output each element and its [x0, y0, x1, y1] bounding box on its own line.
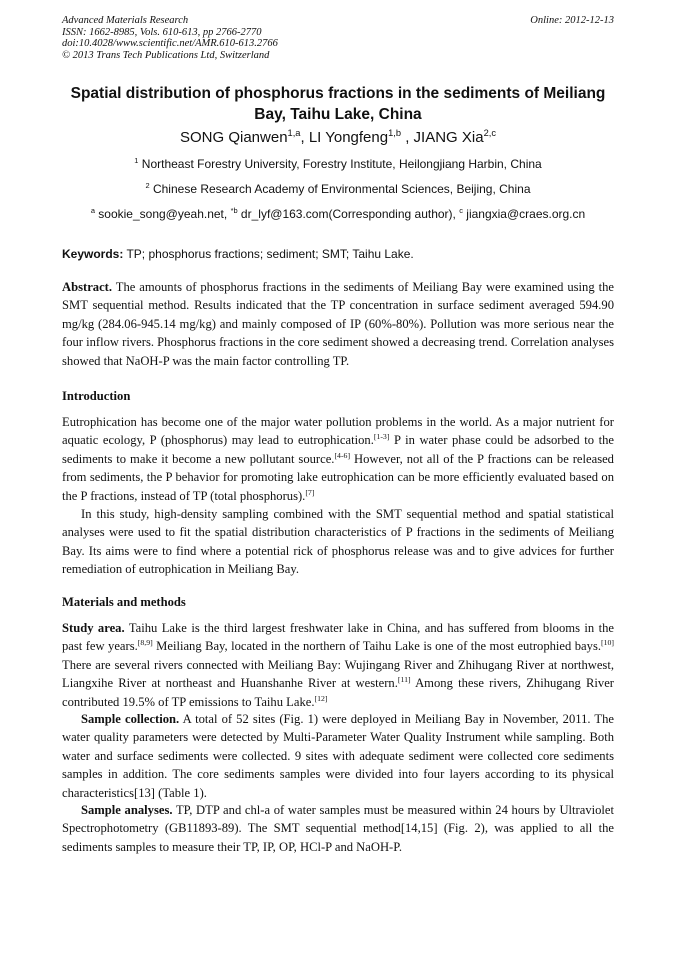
title-line-1: Spatial distribution of phosphorus fractions in the sediments of Meiliang: [70, 85, 606, 102]
citation: [1-3]: [373, 432, 390, 442]
paragraph-text: Eutrophication has become one of the major water pollution problems in the world. As a major nutrient for aquatic ecology, P (phosphorus) may lead to eutrophication.: [62, 415, 614, 448]
run-in-heading: Study area.: [62, 621, 125, 635]
author-name: SONG Qianwen: [180, 129, 288, 146]
author-superscript: 1,a: [287, 128, 301, 138]
introduction-paragraph-1: [62, 413, 614, 505]
affiliation-1: [62, 157, 614, 171]
affiliation-marker: 2: [145, 181, 150, 190]
email-text: sookie_song@yeah.net,: [94, 207, 231, 221]
abstract-text: The amounts of phosphorus fractions in the sediments of Meiliang Bay were examined using the SMT sequential method. Results indicated that the TP concentration in surface sediment averaged 594.90 mg/kg (284.06-945.14 mg/kg) and mainly composed of IP (60%-80%). Pollution was more serious near the four inflow rivers. Phosphorus fractions in the core sediment showed a decreasing trend. Correlation analyses showed that NaOH-P was the main factor controlling TP.: [62, 280, 614, 368]
keywords-text: TP; phosphorus fractions; sediment; SMT; Taihu Lake.: [123, 247, 414, 261]
citation: [10]: [601, 638, 614, 648]
journal-name: Advanced Materials Research: [62, 15, 189, 26]
paragraph-text: P in water phase could be adsorbed to the sediments to make it become a new pollutant source.: [62, 433, 614, 466]
author-separator: ,: [401, 129, 414, 146]
paragraph-text: Taihu Lake is the third largest freshwater lake in China, and has suffered from blooms in the past few years.: [62, 621, 614, 654]
title-line-2: Bay, Taihu Lake, China: [254, 106, 422, 123]
paper-title: [62, 83, 614, 125]
author-superscript: 1,b: [388, 128, 402, 138]
citation: [11]: [397, 675, 411, 685]
introduction-heading: Introduction: [62, 389, 131, 403]
author-list: [62, 129, 614, 146]
journal-header: [62, 15, 614, 61]
online-date: Online: 2012-12-13: [530, 15, 614, 26]
author-name: JIANG Xia: [413, 129, 484, 146]
author-superscript: 2,c: [483, 128, 496, 138]
email-marker: a: [90, 206, 95, 215]
email-text: dr_lyf@163.com(Corresponding author),: [237, 207, 460, 221]
citation: [12]: [314, 693, 328, 703]
citation: [8,9]: [137, 638, 153, 648]
study-area-paragraph: [62, 619, 614, 711]
author-separator: ,: [300, 129, 309, 146]
doi-line: doi:10.4028/www.scientific.net/AMR.610-613.2766: [62, 38, 278, 49]
sample-analyses-paragraph: [62, 801, 614, 856]
copyright-line: © 2013 Trans Tech Publications Ltd, Switzerland: [62, 49, 270, 61]
abstract-paragraph: [62, 278, 614, 370]
affiliation-text: Chinese Research Academy of Environmental Sciences, Beijing, China: [149, 182, 531, 196]
paragraph-text: A total of 52 sites (Fig. 1) were deployed in Meiliang Bay in November, 2011. The water quality parameters were detected by Multi-Parameter Water Quality Instrument while sampling. Both water and surface sediments were collected. 9 sites with adequate sediment were collected core sediments samples in addition. The core sediments samples were divided into four layers according to its physical characteristics[13] (Table 1).: [62, 712, 614, 800]
affiliation-text: Northeast Forestry University, Forestry Institute, Heilongjiang Harbin, China: [138, 157, 542, 171]
email-marker: c: [459, 206, 463, 215]
paragraph-text: TP, DTP and chl-a of water samples must be measured within 24 hours by Ultraviolet Spectrophotometry (GB11893-89). The SMT sequential method[14,15] (Fig. 2), was applied to all the sediments samples to measure their TP, IP, OP, HCl-P and NaOH-P.: [62, 803, 615, 854]
sample-collection-paragraph: [62, 710, 614, 802]
email-line: [62, 207, 614, 221]
email-text: jiangxia@craes.org.cn: [462, 207, 586, 221]
paragraph-text: Meiliang Bay, located in the northern of Taihu Lake is one of the most eutrophied bays.: [152, 639, 601, 654]
paragraph-text: Among these rivers, Zhihugang River contributed 19.5% of TP emissions to Taihu Lake.: [62, 676, 614, 709]
paragraph-text: However, not all of the P fractions can be released from sediments, the P behavior for promoting lake eutrophication can be more efficiently evaluated based on the P fractions, instead of TP (total phosphorus).: [62, 451, 614, 503]
run-in-heading: Sample analyses.: [81, 803, 173, 817]
keywords-label: Keywords:: [62, 247, 124, 261]
citation: [4-6]: [334, 450, 351, 460]
paragraph-text: There are several rivers connected with Meiliang Bay: Wujingang River and Zhihugang River at northwest, Liangxihe River at northeast and Huanshanhe River at western.: [62, 657, 614, 691]
methods-heading: Materials and methods: [62, 595, 186, 609]
introduction-paragraph-2: In this study, high-density sampling combined with the SMT sequential method and spatial statistical analyses were used to fit the spatial distribution characteristics of P fractions in the sediments of Meiliang Bay. Its aims were to find where a potential rick of phosphorus release was and to give advices for further remediation of eutrophication in Meiliang Bay.: [62, 507, 614, 577]
keywords-line: [62, 247, 614, 261]
issn-line: ISSN: 1662-8985, Vols. 610-613, pp 2766-2770: [62, 26, 262, 38]
affiliation-marker: 1: [134, 156, 139, 165]
abstract-label: Abstract.: [62, 280, 113, 294]
email-marker: *b: [230, 206, 238, 215]
run-in-heading: Sample collection.: [81, 712, 180, 726]
citation: [7]: [305, 487, 315, 497]
author-name: LI Yongfeng: [308, 129, 389, 146]
affiliation-2: [62, 182, 614, 196]
